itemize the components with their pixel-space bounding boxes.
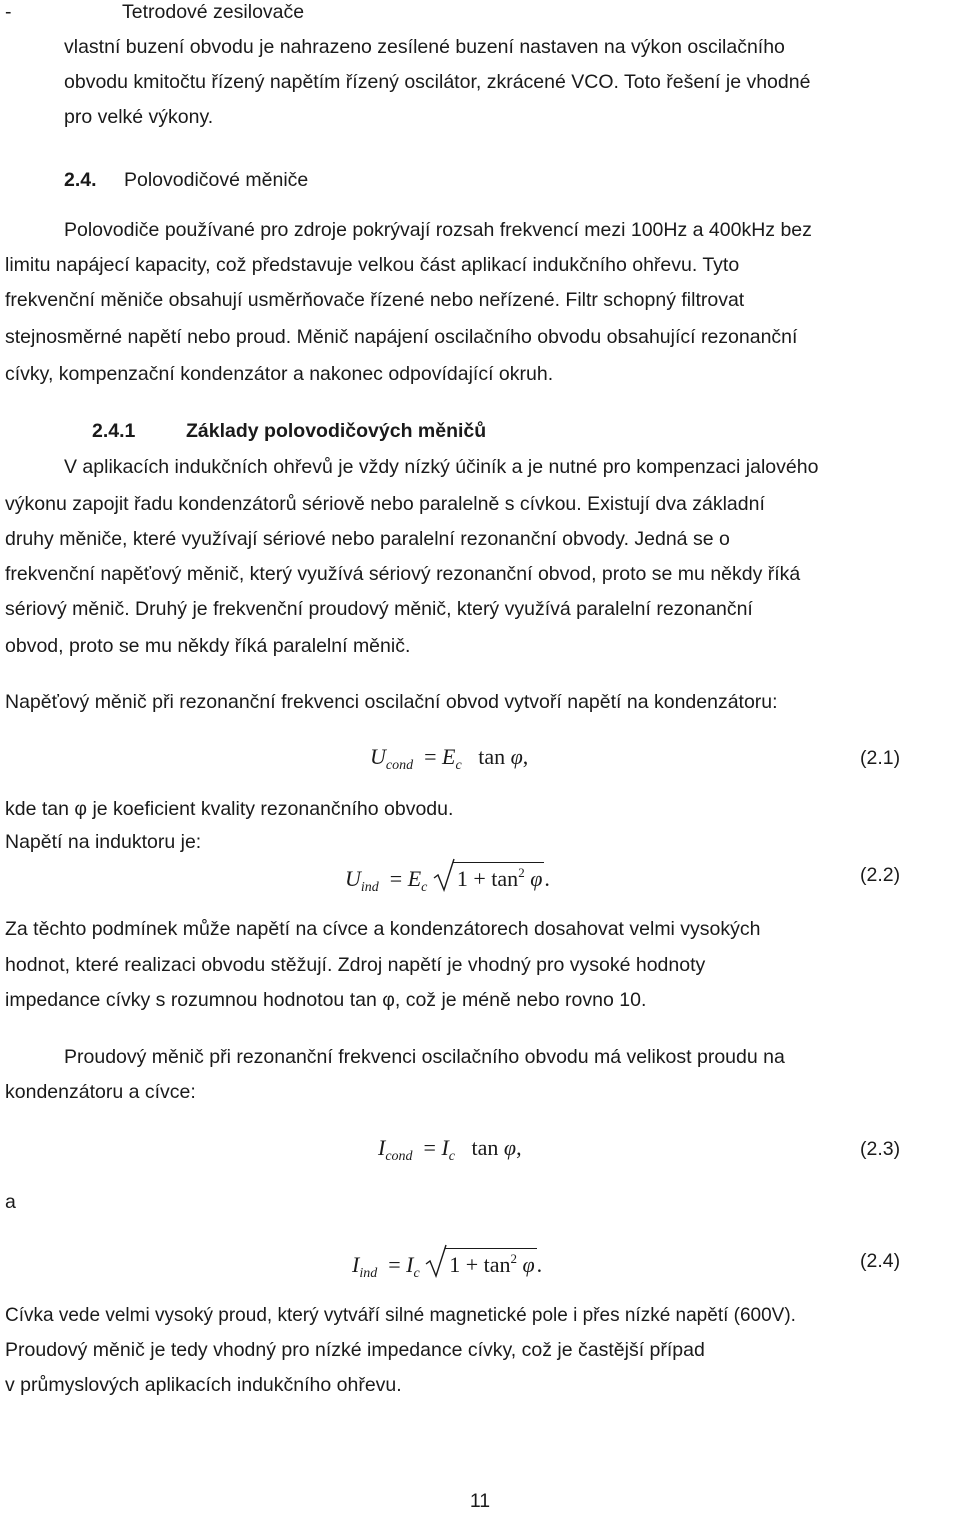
equation-number: (2.3) bbox=[860, 1138, 901, 1160]
paragraph-line: frekvenční napěťový měnič, který využívá sériový rezonanční obvod, proto se mu někdy říká bbox=[5, 563, 801, 585]
paragraph-line: obvodu kmitočtu řízený napětím řízený oscilátor, zkrácené VCO. Toto řešení je vhodné bbox=[64, 71, 811, 93]
equation-number: (2.1) bbox=[860, 747, 901, 769]
square-root-sign: $1 + \tan^2 \varphi$ bbox=[425, 1248, 536, 1278]
connector-word: a bbox=[5, 1191, 16, 1213]
paragraph-line: hodnot, které realizaci obvodu stěžují. Zdroj napětí je vhodný pro vysoké hodnoty bbox=[5, 954, 706, 976]
paragraph-line: obvod, proto se mu někdy říká paralelní měnič. bbox=[5, 635, 411, 657]
subsection-title: Základy polovodičových měničů bbox=[186, 420, 487, 442]
equation-2-3: $I_{cond} = I_c$ tan φ, bbox=[378, 1135, 522, 1164]
paragraph-line: Za těchto podmínek může napětí na cívce a kondenzátorech dosahovat velmi vysokých bbox=[5, 918, 761, 940]
paragraph-line: výkonu zapojit řadu kondenzátorů sériově nebo paralelně s cívkou. Existují dva základní bbox=[5, 493, 765, 515]
square-root-sign: $1 + \tan^2 \varphi$ bbox=[433, 862, 544, 892]
equation-2-1: $U_{cond} = E_c$ tan φ, bbox=[370, 744, 529, 773]
paragraph-line: Proudový měnič je tedy vhodný pro nízké impedance cívky, což je častější případ bbox=[5, 1339, 705, 1361]
equation-2-2: $U_{ind} = E_c$ $1 + \tan^2 \varphi$. bbox=[345, 862, 550, 896]
paragraph-line: frekvenční měniče obsahují usměrňovače řízené nebo neřízené. Filtr schopný filtrovat bbox=[5, 289, 745, 311]
list-item-heading: Tetrodové zesilovače bbox=[122, 1, 305, 23]
equation-number: (2.2) bbox=[860, 864, 901, 886]
paragraph-line: Polovodiče používané pro zdroje pokrývají rozsah frekvencí mezi 100Hz a 400kHz bez bbox=[64, 219, 812, 241]
paragraph-line: vlastní buzení obvodu je nahrazeno zesílené buzení nastaven na výkon oscilačního bbox=[64, 36, 785, 58]
paragraph-line: v průmyslových aplikacích indukčního ohřevu. bbox=[5, 1374, 402, 1396]
paragraph-line: cívky, kompenzační kondenzátor a nakonec odpovídající okruh. bbox=[5, 363, 554, 385]
subsection-number: 2.4.1 bbox=[92, 420, 136, 442]
paragraph-line: stejnosměrné napětí nebo proud. Měnič napájení oscilačního obvodu obsahující rezonanční bbox=[5, 326, 798, 348]
paragraph-line: pro velké výkony. bbox=[64, 106, 214, 128]
equation-2-4: $I_{ind} = I_c$ $1 + \tan^2 \varphi$. bbox=[352, 1248, 542, 1282]
paragraph-line: Napětí na induktoru je: bbox=[5, 831, 202, 853]
paragraph-line: Proudový měnič při rezonanční frekvenci oscilačního obvodu má velikost proudu na bbox=[64, 1046, 785, 1068]
bullet-dash: - bbox=[5, 1, 12, 23]
paragraph-line: druhy měniče, které využívají sériové nebo paralelní rezonanční obvody. Jedná se o bbox=[5, 528, 730, 550]
paragraph-line: limitu napájecí kapacity, což představuje velkou část aplikací indukčního ohřevu. Tyto bbox=[5, 254, 740, 276]
paragraph-line: sériový měnič. Druhý je frekvenční proudový měnič, který využívá paralelní rezonanční bbox=[5, 598, 753, 620]
paragraph-line: kondenzátoru a cívce: bbox=[5, 1081, 196, 1103]
equation-number: (2.4) bbox=[860, 1250, 901, 1272]
paragraph-line: kde tan φ je koeficient kvality rezonančního obvodu. bbox=[5, 798, 454, 820]
paragraph-line: impedance cívky s rozumnou hodnotou tan φ, což je méně nebo rovno 10. bbox=[5, 989, 647, 1011]
section-number: 2.4. bbox=[64, 169, 97, 191]
section-title: Polovodičové měniče bbox=[124, 169, 309, 191]
paragraph-line: Napěťový měnič při rezonanční frekvenci oscilační obvod vytvoří napětí na kondenzátoru: bbox=[5, 691, 778, 713]
paragraph-line: V aplikacích indukčních ohřevů je vždy nízký účiník a je nutné pro kompenzaci jalového bbox=[64, 456, 819, 478]
page-number: 11 bbox=[469, 1490, 491, 1512]
paragraph-line: Cívka vede velmi vysoký proud, který vytváří silné magnetické pole i přes nízké napětí (600V). bbox=[5, 1305, 796, 1326]
